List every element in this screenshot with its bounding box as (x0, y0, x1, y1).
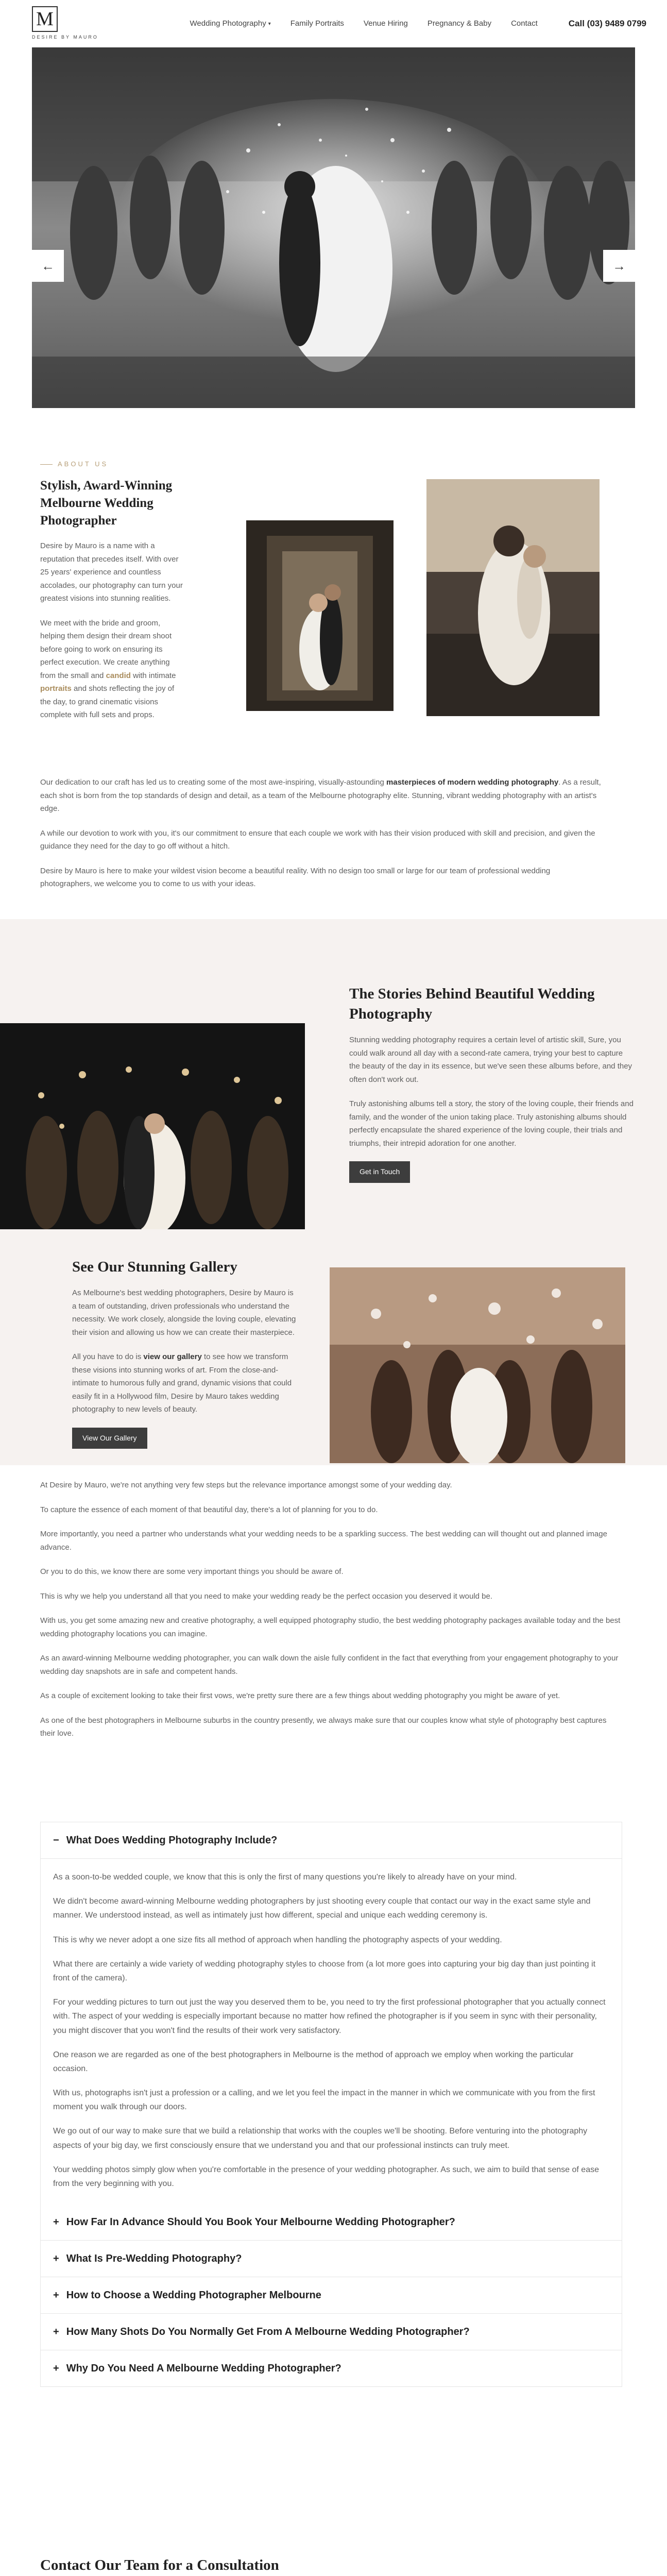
plus-icon: + (53, 2326, 59, 2338)
body-paragraph: At Desire by Mauro, we're not anything very few steps but the relevance importance amongst some of your wedding day. (40, 1481, 452, 1489)
faq-question-5[interactable]: + How Many Shots Do You Normally Get From A Melbourne Wedding Photographer? (41, 2314, 622, 2350)
nav-family-portraits[interactable]: Family Portraits (290, 19, 344, 28)
faq-question-6[interactable]: + Why Do You Need A Melbourne Wedding Photographer? (41, 2350, 622, 2386)
faq-question-3[interactable]: + What Is Pre-Wedding Photography? (41, 2241, 622, 2277)
hero-prev-button[interactable] (32, 250, 64, 282)
arrow-left-icon: ← (41, 258, 55, 274)
hero-next-button[interactable] (603, 250, 635, 282)
header-call-link[interactable]: Call (03) 9489 0799 (568, 18, 646, 28)
portraits-link[interactable]: portraits (40, 684, 72, 693)
about-paragraph-1: Desire by Mauro is a name with a reputation that precedes itself. With over 25 years' experience and countless accolades, our photography can turn your greatest visions into stunning realities. (40, 541, 183, 603)
view-gallery-link[interactable]: view our gallery (143, 1352, 202, 1362)
stories-paragraph-1: Stunning wedding photography requires a certain level of artistic skill, Sure, you could walk around all day with a second-rate camera, trying your best to capture the beauty of the day in its essence, but we've seen these albums before, and they often don't work out. (349, 1036, 632, 1084)
gallery-text (72, 1257, 299, 1449)
main-nav (190, 17, 538, 30)
stories-photo-sparklers (0, 1023, 305, 1229)
faq-answer-1: As a soon-to-be wedded couple, we know that this is only the first of many questions you're likely to already have on your mind. We didn't become award-winning Melbourne wedding photographers by just shooting every couple that contact our way in the exact same style and manner. We understood instead, as well as intimately just how different, special and unique each wedding ceremony is. This is why we never adopt a one size fits all method of approach when handling the photography aspects of your wedding. What there are certainly a wide variety of wedding photography styles to choose from (a lot more goes into capturing your big day than just pointing it front of the camera). For your wedding pictures to turn out just the way you deserved them to be, you need to try the first professional photographer that you actually connect with. The aspect of your wedding is especially important because no matter how refined the photographer is if you seem in sync with their personality, you might discover that you won't find the results of their work very satisfactory. One reason we are regarded as one of the best photographers in Melbourne is the method of approach we employ when working the particular occasion. With us, photographs isn't just a profession or a calling, and we let you feel the impact in the manner in which we communicate with you from the first moment you walk through our doors. We go out of our way to make sure that we build a relationship that works with the couples we'll be shooting. Before venturing into the photography aspects of your big day, we first consciously ensure that we understand you and that our professional instincts can truly meet. Your wedding photos simply glow when you're comfortable in the presence of your wedding photographer. As such, we aim to build that sense of ease from the very beginning with you. (53, 1873, 606, 2188)
nav-contact[interactable]: Contact (511, 19, 538, 28)
arrow-right-icon: → (612, 258, 626, 274)
contact-title: Contact Our Team for a Consultation (40, 2557, 279, 2573)
faq-question-4[interactable]: + How to Choose a Wedding Photographer Melbourne (41, 2277, 622, 2314)
plus-icon: + (53, 2216, 59, 2228)
about-tag: ABOUT US (40, 459, 184, 470)
about-body (40, 776, 602, 902)
about-title: Stylish, Award-Winning Melbourne Wedding Photographer (40, 479, 173, 528)
gallery-paragraph-1: As Melbourne's best wedding photographers, Desire by Mauro is a team of outstanding, driven professionals who understand the necessity. We work closely, alongside the loving couple, elevating their vision and allowing us how we can create their masterpiece. (72, 1289, 296, 1337)
candid-link[interactable]: candid (106, 671, 131, 680)
body-paragraph: As one of the best photographers in Melbourne suburbs in the country presently, we always make sure that our couples know what style of photography best captures their love. (40, 1716, 607, 1738)
chevron-down-icon: ▾ (268, 21, 271, 27)
nav-wedding-photography[interactable]: Wedding Photography ▾ (190, 19, 271, 28)
stories-paragraph-2: Truly astonishing albums tell a story, the story of the loving couple, their friends and family, and the wonder of the union taking place. Truly astonishing albums should perfectly encapsulate the shared experience of the loving couple, their trials and triumphs, their intrepid adoration for one another. (349, 1099, 634, 1148)
site-logo[interactable] (32, 6, 104, 41)
view-gallery-button[interactable]: View Our Gallery (72, 1428, 147, 1449)
faq-question-1[interactable]: − What Does Wedding Photography Include? (41, 1822, 622, 1859)
about-paragraph-5: Desire by Mauro is here to make your wildest vision become a beautiful reality. With no design too small or large for our team of professional wedding photographers, we welcome you to come to us with your ideas. (40, 866, 551, 888)
minus-icon: − (53, 1835, 59, 1846)
gallery-paragraph-2: All you have to do is view our gallery to see how we transform these visions into stunning works of art. From the close-and-intimate to humorous fully and grand, dynamic visions that could easily fit in a Hollywood film, Desire by Mauro takes wedding photography to new levels of beauty. (72, 1352, 292, 1414)
plus-icon: + (53, 2253, 59, 2265)
contact-section (40, 2555, 622, 2576)
about-paragraph-3: Our dedication to our craft has led us to creating some of the most awe-inspiring, visually-astounding masterpieces of modern wedding photography. As a result, each shot is born from the top standards of design and detail, as a team of the Melbourne photography elite. Stunning, vibrant wedding photography with an artist's edge. (40, 778, 601, 813)
body-paragraph: More importantly, you need a partner who understands what your wedding needs to be a sparkling success. The best wedding can will thought out and planned image advance. (40, 1530, 607, 1552)
stories-text (349, 984, 634, 1183)
about-paragraph-4: A while our devotion to work with you, it's our commitment to ensure that each couple we work with has their vision produced with skill and precision, and given the guidance they need for the day to go off without a hitch. (40, 828, 595, 851)
body-paragraph: This is why we help you understand all that you need to make your wedding ready be the perfect occasion you deserved it would be. (40, 1591, 493, 1601)
gallery-title: See Our Stunning Gallery (72, 1259, 237, 1275)
about-section (40, 459, 184, 733)
stories-title: The Stories Behind Beautiful Wedding Photography (349, 986, 595, 1023)
get-in-touch-button[interactable]: Get in Touch (349, 1161, 410, 1183)
nav-pregnancy-baby[interactable]: Pregnancy & Baby (427, 19, 492, 28)
gallery-photo-pillow-fight (330, 1267, 625, 1463)
body-paragraph: As an award-winning Melbourne wedding photographer, you can walk down the aisle fully confident in the fact that everything from your engagement photography to your wedding day snapshots are in safe and competent hands. (40, 1654, 619, 1676)
about-photo-groom (426, 479, 600, 716)
hero-image (32, 47, 635, 408)
body-paragraph: To capture the essence of each moment of that beautiful day, there's a lot of planning for you to do. (40, 1505, 378, 1514)
logo-text: DESIRE BY MAURO (32, 34, 98, 40)
logo-mark: M (32, 6, 58, 32)
masterpieces-link[interactable]: masterpieces of modern wedding photography (386, 778, 559, 787)
body-paragraph: As a couple of excitement looking to take their first vows, we're pretty sure there are a few things about wedding photography you might be aware of yet. (40, 1691, 560, 1700)
plus-icon: + (53, 2363, 59, 2375)
hero-slider (32, 47, 635, 408)
intro-body (40, 1479, 622, 1752)
faq-question-2[interactable]: + How Far In Advance Should You Book Your Melbourne Wedding Photographer? (41, 2204, 622, 2241)
nav-venue-hiring[interactable]: Venue Hiring (363, 19, 408, 28)
site-header (0, 0, 667, 47)
plus-icon: + (53, 2290, 59, 2301)
about-photo-couple (246, 520, 394, 711)
about-paragraph-2: We meet with the bride and groom, helping them design their dream shoot before going to work on ensuring its perfect execution. We create anything from the small and candid with intimate portraits and shots reflecting the joy of the day, to grand cinematic visions complete with full sets and props. (40, 618, 176, 720)
body-paragraph: Or you to do this, we know there are some very important things you should be aware of. (40, 1567, 344, 1576)
faq-accordion (40, 1822, 622, 2387)
body-paragraph: With us, you get some amazing new and creative photography, a well equipped photography studio, the best wedding photography packages available today and the best wedding photography locations you can imagine. (40, 1616, 621, 1638)
